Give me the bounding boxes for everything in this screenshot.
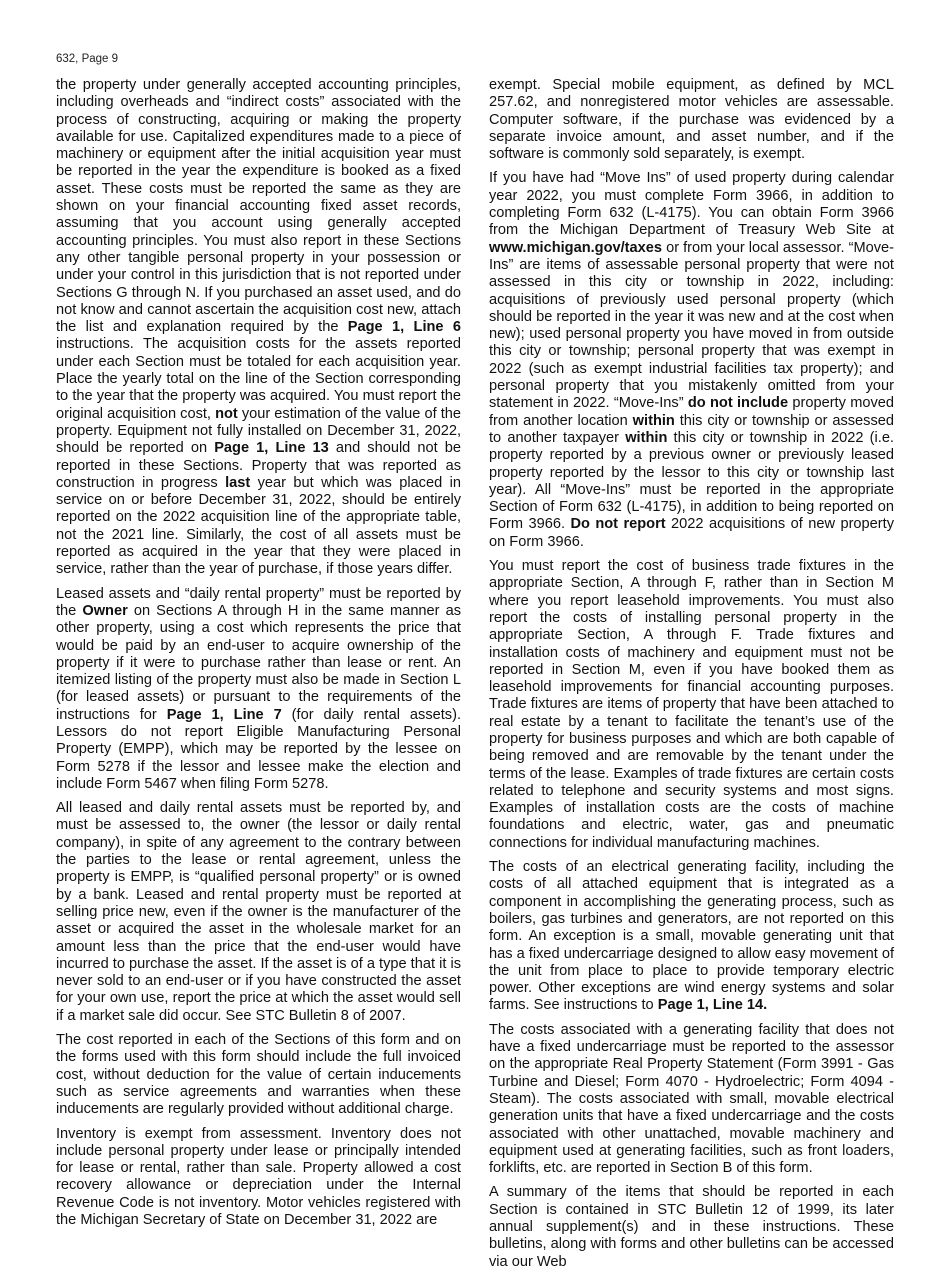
- text-run: your estimation of the value of the property. Equipment not fully installed on December 31, 2022, should be reported on: [56, 405, 461, 457]
- text-run: year but which was placed in service on or before December 31, 2022, should be entirely reported on the 2022 acquisition line of the appropriate table, not the 2021 line. Similarly, the cost of all assets must be reported as acquired in the year that they were placed in service, rather than the year of purchase, if those years differ.: [56, 474, 461, 578]
- left-column: [56, 77, 461, 1236]
- text-run: The costs associated with a generating facility that does not have a fixed undercarriage must be reported to the assessor on the appropriate Real Property Statement (Form 3991 - Gas Turbine and Diesel; Form 4070 - Hydroelectric; Form 4094 - Steam). The costs associated with small, movable electrical generation units that have a fixed undercarriage and the costs associated with other unattached, movable machinery and equipment used at generating facilities, such as front loaders, forklifts, etc. are reported in Section B of this form.: [489, 1021, 894, 1177]
- bold-text: within: [632, 412, 675, 429]
- paragraph: [56, 77, 461, 579]
- page-number-label: 632, Page 9: [56, 53, 119, 65]
- paragraph: [489, 558, 894, 852]
- text-run: or from your local assessor. “Move-Ins” are items of assessable personal property that were not assessed in this city or township in 2022, including: acquisitions of previously used personal property (which should be reported in the year it was new and at the cost when new); used personal property you have moved in from outside this city or township; personal property that was exempt in 2022 (such as exempt industrial facilities tax property); and personal property that you mistakenly omitted from your statement in 2022. “Move-Ins”: [489, 239, 894, 412]
- paragraph: [489, 170, 894, 551]
- paragraph: [56, 800, 461, 1025]
- text-run: You must report the cost of business trade fixtures in the appropriate Section, A through F, rather than in Section M where you report leasehold improvements. You must also report the costs of installing personal property in the appropriate Section, A through F. Trade fixtures and installation costs of machinery and equipment must not be reported in Section M, even if you have booked them as leasehold improvements for financial accounting purposes. Trade fixtures are items of property that have been attached to real estate by a tenant to facilitate the tenant’s use of the property for business purposes and which are both capable of being removed and are removable by the tenant under the terms of the lease. Examples of trade fixtures are certain costs related to telephone and security systems and most signs. Examples of installation costs are the costs of machine foundations and electric, water, gas and pneumatic connections for individual manufacturing machines.: [489, 558, 894, 851]
- paragraph: [489, 859, 894, 1015]
- text-run: this city or township in 2022 (i.e. property reported by a previous owner or previously leased property reported by the lessor to this city or township last year). All “Move-Ins” must be reported in the appropriate Section of Form 632 (L-4175), in addition to being reported on Form 3966.: [489, 429, 894, 533]
- text-run: the property under generally accepted accounting principles, including overheads and “indirect costs” associated with the process of constructing, acquiring or making the property available for use. Capitalized expenditures made to a piece of machinery or equipment after the initial acquisition year must be reported in the year the expenditure is booked as a fixed asset. These costs must be reported the same as they are shown on your financial accounting fixed asset records, assuming that you account using generally accepted accounting principles. You must also report in these Sections any other tangible personal property in your possession or under your control in this jurisdiction that is not reported under Sections G through N. If you purchased an asset used, and do not know and cannot ascertain the acquisition cost new, attach the list and explanation required by the: [56, 77, 461, 336]
- paragraph: [489, 1184, 894, 1270]
- text-run: If you have had “Move Ins” of used property during calendar year 2022, you must complete Form 3966, in addition to completing Form 632 (L-4175). You can obtain Form 3966 from the Michigan Department of Treasury Web Site at: [489, 170, 894, 239]
- text-run: Inventory is exempt from assessment. Inventory does not include personal property under lease or principally intended for lease or rental, rather than sale. Property allowed a cost recovery allowance or depreciation under the Internal Revenue Code is not inventory. Motor vehicles registered with the Michigan Secretary of State on December 31, 2022 are: [56, 1125, 461, 1228]
- bold-text: www.michigan.gov/taxes: [489, 239, 663, 256]
- text-run: exempt. Special mobile equipment, as defined by MCL 257.62, and nonregistered motor vehicles are assessable. Computer software, if the purchase was evidenced by a separate invoice amount, and asset number, and if the software is commonly sold separately, is exempt.: [489, 77, 894, 163]
- bold-text: Owner: [82, 602, 128, 619]
- paragraph: [56, 586, 461, 794]
- bold-text: Page 1, Line 7: [166, 706, 282, 723]
- text-run: (for daily rental assets). Lessors do not report Eligible Manufacturing Personal Property (EMPP), which may be reported by the lessee on Form 5278 if the lessor and lessee make the election and include Form 5467 when filing Form 5278.: [56, 706, 461, 792]
- bold-text: Page 1, Line 13: [214, 440, 329, 457]
- paragraph: [56, 1032, 461, 1118]
- text-run: instructions. The acquisition costs for the assets reported under each Section must be totaled for each acquisition year. Place the yearly total on the line of the Section corresponding to the year that the property was acquired. You must report the original acquisition cost,: [56, 336, 461, 422]
- text-run: and should not be reported in these Sections. Property that was reported as construction in progress: [56, 440, 462, 491]
- paragraph: [489, 1022, 894, 1178]
- paragraph: [489, 77, 894, 163]
- bold-text: within: [625, 429, 668, 446]
- paragraph: [56, 1126, 461, 1230]
- text-run: on Sections A through H in the same manner as other property, using a cost which represents the price that would be paid by an end-user to acquire ownership of the property if it were to purchase rather than lease or rent. An itemized listing of the property must also be made in Section L (for leased assets) or pursuant to the requirements of the instructions for: [56, 602, 462, 723]
- text-run: Leased assets and “daily rental property” must be reported by the: [56, 585, 461, 619]
- text-run: this city or township or assessed to another taxpayer: [489, 412, 894, 446]
- bold-text: not: [215, 405, 238, 422]
- bold-text: Page 1, Line 14.: [657, 997, 768, 1014]
- bold-text: do not include: [687, 395, 789, 412]
- bold-text: Page 1, Line 6: [347, 319, 462, 336]
- bold-text: Do not report: [570, 516, 666, 533]
- text-run: A summary of the items that should be reported in each Section is contained in STC Bulletin 12 of 1999, its later annual supplement(s) and in these instructions. These bulletins, along with forms and other bulletins can be accessed via our Web: [489, 1184, 894, 1270]
- text-run: property moved from another location: [489, 395, 895, 429]
- text-run: The costs of an electrical generating facility, including the costs of all attached equipment that is integrated as a component in accomplishing the generating process, such as boilers, gas turbines and generators, are not reported on this form. An exception is a small, movable generating unit that has a fixed undercarriage designed to allow easy movement of the unit from place to place to provide temporary electric power. Other exceptions are wind energy systems and solar farms. See instructions to: [489, 859, 894, 1014]
- text-run: The cost reported in each of the Sections of this form and on the forms used with this form should include the full invoiced cost, without deduction for the value of certain inducements such as service agreements and warranties when these inducements are regularly provided without additional charge.: [56, 1032, 461, 1118]
- bold-text: last: [225, 474, 251, 491]
- text-run: All leased and daily rental assets must be reported by, and must be assessed to, the owner (the lessor or daily rental company), in spite of any agreement to the contrary between the parties to the lease or rental agreement, unless the property is EMPP, is “qualified personal property” or is owned by a bank. Leased and rental property must be reported at selling price new, even if the owner is the manufacturer of the asset or acquired the asset in the wholesale market for an amount less than the price that the end-user would have incurred to purchase the asset. If the asset is of a type that it is never sold to an end-user or if you have constructed the asset for your own use, report the price at which the asset would sell if a market sale did occur. See STC Bulletin 8 of 2007.: [56, 800, 461, 1024]
- text-run: 2022 acquisitions of new property on Form 3966.: [489, 516, 894, 550]
- right-column: [489, 77, 894, 1278]
